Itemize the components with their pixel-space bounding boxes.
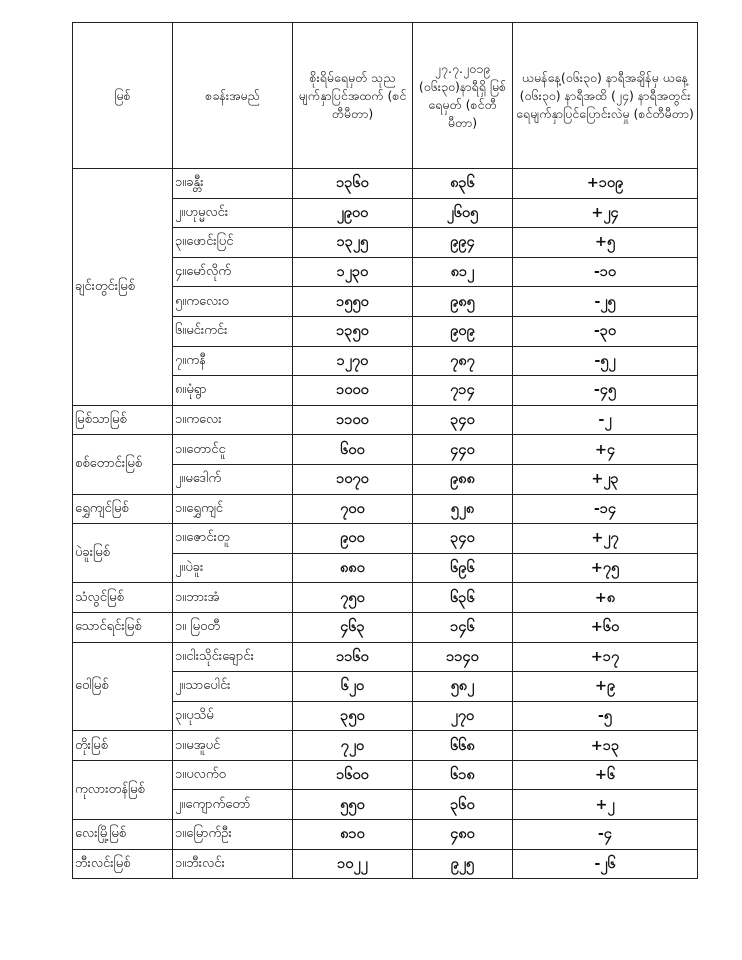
water-level-value: ၁၁၄၀ xyxy=(413,642,513,672)
water-level-value: ၃၄၀ xyxy=(413,405,513,435)
level-change-value: +၉ xyxy=(513,672,698,702)
table-row xyxy=(73,642,698,672)
danger-level-value: ၆၀၀ xyxy=(293,435,413,465)
station-name: ၁။ကလေး xyxy=(173,405,293,435)
station-name: ၁။ရွှေကျင် xyxy=(173,494,293,524)
station-name: ၂။မဒေါက် xyxy=(173,464,293,494)
level-change-value: -၄၅ xyxy=(513,376,698,406)
level-change-value: +၄ xyxy=(513,435,698,465)
level-change-value: +၁၃ xyxy=(513,731,698,761)
river-name: ပဲခူးမြစ် xyxy=(73,524,173,583)
level-change-value: -၅၂ xyxy=(513,346,698,376)
water-level-value: ၃၆၀ xyxy=(413,790,513,820)
danger-level-value: ၁၆၀၀ xyxy=(293,760,413,790)
station-name: ၁။ မြဝတီ xyxy=(173,612,293,642)
level-change-value: +၅ xyxy=(513,228,698,258)
station-name: ၄။မော်လိုက် xyxy=(173,257,293,287)
station-name: ၇။ကနီ xyxy=(173,346,293,376)
station-name: ၃။ပုသိမ် xyxy=(173,701,293,731)
danger-level-value: ၁၂၇၀ xyxy=(293,346,413,376)
water-level-value: ၉၈၈ xyxy=(413,464,513,494)
danger-level-value: ၅၅၀ xyxy=(293,790,413,820)
water-level-value: ၄၈၀ xyxy=(413,820,513,850)
level-change-value: +၈ xyxy=(513,583,698,613)
table-row xyxy=(73,583,698,613)
water-level-value: ၆၃၆ xyxy=(413,583,513,613)
danger-level-value: ၁၀၀၀ xyxy=(293,376,413,406)
danger-level-value: ၇၂၀ xyxy=(293,731,413,761)
danger-level-value: ၇၀၀ xyxy=(293,494,413,524)
table-row xyxy=(73,731,698,761)
station-name: ၅။ကလေးဝ xyxy=(173,287,293,317)
water-level-value: ၆၁၈ xyxy=(413,760,513,790)
river-name: လေးမြို့မြစ် xyxy=(73,820,173,850)
water-level-value: ၉၀၉ xyxy=(413,316,513,346)
water-level-value: ၉၈၅ xyxy=(413,287,513,317)
station-name: ၂။ပဲခူး xyxy=(173,553,293,583)
table-row xyxy=(73,494,698,524)
station-name: ၁။မအူပင် xyxy=(173,731,293,761)
river-name: ကုလားတန်မြစ် xyxy=(73,760,173,819)
water-level-value: ၃၄၀ xyxy=(413,524,513,554)
water-level-value: ၉၂၅ xyxy=(413,849,513,879)
level-change-value: +၂၇ xyxy=(513,524,698,554)
water-level-value: ၇၁၄ xyxy=(413,376,513,406)
header-river: မြစ် xyxy=(73,23,173,169)
danger-level-value: ၈၁၀ xyxy=(293,820,413,850)
level-change-value: -၂၅ xyxy=(513,287,698,317)
level-change-value: +၂၃ xyxy=(513,464,698,494)
water-level-value: ၁၄၆ xyxy=(413,612,513,642)
water-level-value: ၇၈၇ xyxy=(413,346,513,376)
level-change-value: +၇၅ xyxy=(513,553,698,583)
river-name: ဘီးလင်းမြစ် xyxy=(73,849,173,879)
river-name: သောင်ရင်းမြစ် xyxy=(73,612,173,642)
water-level-value: ၅၈၂ xyxy=(413,672,513,702)
table-row xyxy=(73,169,698,199)
station-name: ၂။သာပေါင်း xyxy=(173,672,293,702)
water-level-value: ၈၁၂ xyxy=(413,257,513,287)
water-level-value: ၄၄၀ xyxy=(413,435,513,465)
level-change-value: +၁၀၉ xyxy=(513,169,698,199)
station-name: ၁။တောင်ငူ xyxy=(173,435,293,465)
river-name: မြစ်သာမြစ် xyxy=(73,405,173,435)
danger-level-value: ၁၀၇၀ xyxy=(293,464,413,494)
level-change-value: +၂ xyxy=(513,790,698,820)
table-row xyxy=(73,612,698,642)
danger-level-value: ၁၂၃၀ xyxy=(293,257,413,287)
level-change-value: +၆၀ xyxy=(513,612,698,642)
station-name: ၃။ဖောင်းပြင် xyxy=(173,228,293,258)
water-level-value: ၅၂၈ xyxy=(413,494,513,524)
table-row xyxy=(73,405,698,435)
danger-level-value: ၄၆၃ xyxy=(293,612,413,642)
river-name: ဝေါမြစ် xyxy=(73,642,173,731)
danger-level-value: ၁၃၅၀ xyxy=(293,316,413,346)
water-level-value: ၆၆၈ xyxy=(413,731,513,761)
station-name: ၆။မင်းကင်း xyxy=(173,316,293,346)
station-name: ၁။ပလက်ဝ xyxy=(173,760,293,790)
station-name: ၁။ဇောင်းတူ xyxy=(173,524,293,554)
level-change-value: -၅ xyxy=(513,701,698,731)
header-danger-level: စိုးရိမ်ရေမှတ် သုညမျက်နှာပြင်အထက် (စင်တီမီတာ) xyxy=(293,23,413,169)
station-name: ၁။ဘီးလင်း xyxy=(173,849,293,879)
danger-level-value: ၈၈၀ xyxy=(293,553,413,583)
level-change-value: -၄ xyxy=(513,820,698,850)
station-name: ၈။မုံရွာ xyxy=(173,376,293,406)
river-name: ရွှေကျင်မြစ် xyxy=(73,494,173,524)
water-level-value: ၈၃၆ xyxy=(413,169,513,199)
station-name: ၁။ဘားအံ xyxy=(173,583,293,613)
level-change-value: +၁၇ xyxy=(513,642,698,672)
header-station: စခန်းအမည် xyxy=(173,23,293,169)
table-row xyxy=(73,849,698,879)
level-change-value: -၃၀ xyxy=(513,316,698,346)
danger-level-value: ၃၅၀ xyxy=(293,701,413,731)
station-name: ၁။ခန္တီး xyxy=(173,169,293,199)
header-level-today: ၂၇.၇.၂၀၁၉ (၀၆း၃၀)နာရီရှိ မြစ်ရေမှတ် (စင်တီမီတာ) xyxy=(413,23,513,169)
level-change-value: -၂၆ xyxy=(513,849,698,879)
level-change-value: +၆ xyxy=(513,760,698,790)
river-name: တိုးမြစ် xyxy=(73,731,173,761)
level-change-value: -၁၀ xyxy=(513,257,698,287)
danger-level-value: ၁၀၂၂ xyxy=(293,849,413,879)
table-row xyxy=(73,524,698,554)
table-row xyxy=(73,760,698,790)
level-change-value: -၂ xyxy=(513,405,698,435)
water-level-value: ၉၉၄ xyxy=(413,228,513,258)
station-name: ၁။မြောက်ဦး xyxy=(173,820,293,850)
level-change-value: +၂၄ xyxy=(513,198,698,228)
header-change: ယမန်နေ့(၀၆း၃၀) နာရီအချိန်မှ ယနေ့ (၀၆း၃၀) နာရီအထိ (၂၄) နာရီအတွင်း ရေမျက်နှာပြင်ပြောင်းလဲမှု (စင်တီမီတာ) xyxy=(513,23,698,169)
level-change-value: -၁၄ xyxy=(513,494,698,524)
river-name: သံလွင်မြစ် xyxy=(73,583,173,613)
table-body xyxy=(73,169,698,879)
table-row xyxy=(73,820,698,850)
danger-level-value: ၂၉၀၀ xyxy=(293,198,413,228)
water-level-table xyxy=(72,22,698,879)
danger-level-value: ၆၂၀ xyxy=(293,672,413,702)
table-row xyxy=(73,435,698,465)
water-level-value: ၂၇၀ xyxy=(413,701,513,731)
danger-level-value: ၇၅၀ xyxy=(293,583,413,613)
river-name: ချင်းတွင်းမြစ် xyxy=(73,169,173,406)
danger-level-value: ၁၃၂၅ xyxy=(293,228,413,258)
station-name: ၁။ငါးသိုင်းချောင်း xyxy=(173,642,293,672)
danger-level-value: ၁၁၀၀ xyxy=(293,405,413,435)
water-level-value: ၆၉၆ xyxy=(413,553,513,583)
danger-level-value: ၁၅၅၀ xyxy=(293,287,413,317)
station-name: ၂။ကျောက်တော် xyxy=(173,790,293,820)
danger-level-value: ၁၃၆၀ xyxy=(293,169,413,199)
station-name: ၂။ဟုမ္မလင်း xyxy=(173,198,293,228)
danger-level-value: ၁၁၆၀ xyxy=(293,642,413,672)
header-row xyxy=(73,23,698,169)
river-name: စစ်တောင်းမြစ် xyxy=(73,435,173,494)
danger-level-value: ၉၀၀ xyxy=(293,524,413,554)
water-level-value: ၂၆၀၅ xyxy=(413,198,513,228)
